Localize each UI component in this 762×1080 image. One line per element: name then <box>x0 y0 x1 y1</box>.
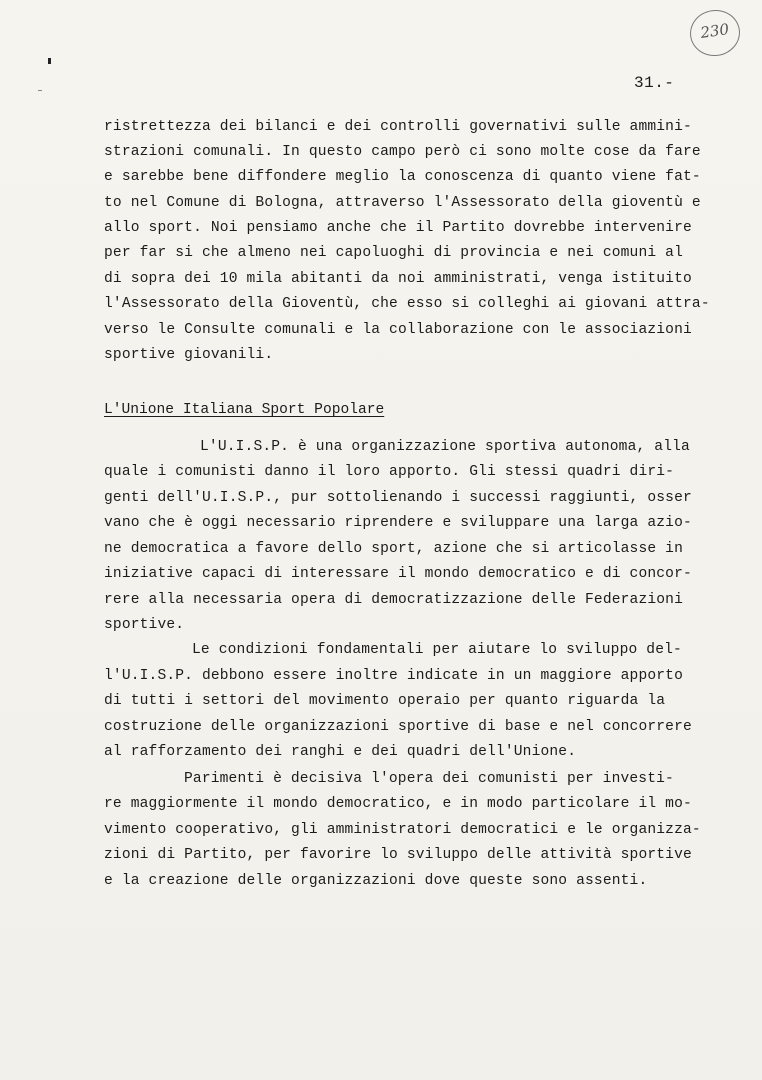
archive-stamp <box>687 7 743 60</box>
paragraph-line: sportive giovanili. <box>104 347 274 363</box>
paragraph-line: ne democratica a favore dello sport, azione che si articolasse in <box>104 541 683 557</box>
archive-stamp-number: 230 <box>699 20 731 42</box>
paragraph-line: quale i comunisti danno il loro apporto. Gli stessi quadri diri- <box>104 464 675 480</box>
paragraph-line: iniziative capaci di interessare il mondo democratico e di concor- <box>104 566 692 582</box>
paragraph-line: costruzione delle organizzazioni sportive di base e nel concorrere <box>104 719 692 735</box>
margin-dash <box>38 90 42 91</box>
section-heading: L'Unione Italiana Sport Popolare <box>104 402 385 418</box>
paragraph-line: zioni di Partito, per favorire lo sviluppo delle attività sportive <box>104 847 692 863</box>
paragraph-line: Le condizioni fondamentali per aiutare lo sviluppo del- <box>192 642 682 658</box>
paragraph-line: e sarebbe bene diffondere meglio la conoscenza di quanto viene fat- <box>104 169 701 185</box>
paragraph-line: rere alla necessaria opera di democratizzazione delle Federazioni <box>104 592 683 608</box>
paragraph-line: l'Assessorato della Gioventù, che esso si colleghi ai giovani attra- <box>104 296 710 312</box>
paragraph-line: strazioni comunali. In questo campo però ci sono molte cose da fare <box>104 144 701 160</box>
margin-mark <box>48 58 51 64</box>
paragraph-line: ristrettezza dei bilanci e dei controlli governativi sulle ammini- <box>104 119 692 135</box>
paragraph-line: vimento cooperativo, gli amministratori democratici e le organizza- <box>104 822 701 838</box>
paragraph-line: allo sport. Noi pensiamo anche che il Partito dovrebbe intervenire <box>104 220 692 236</box>
paragraph-line: di sopra dei 10 mila abitanti da noi amministrati, venga istituito <box>104 271 692 287</box>
paragraph-line: l'U.I.S.P. debbono essere inoltre indicate in un maggiore apporto <box>104 668 683 684</box>
paragraph-line: verso le Consulte comunali e la collaborazione con le associazioni <box>104 322 692 338</box>
paragraph-line: Parimenti è decisiva l'opera dei comunisti per investi- <box>184 771 674 787</box>
paragraph-line: e la creazione delle organizzazioni dove queste sono assenti. <box>104 873 648 889</box>
paragraph-line: di tutti i settori del movimento operaio per quanto riguarda la <box>104 693 666 709</box>
paragraph-line: sportive. <box>104 617 185 633</box>
paragraph-line: L'U.I.S.P. è una organizzazione sportiva autonoma, alla <box>200 439 690 455</box>
paragraph-line: genti dell'U.I.S.P., pur sottolienando i successi raggiunti, osser <box>104 490 692 506</box>
paragraph-line: vano che è oggi necessario riprendere e sviluppare una larga azio- <box>104 515 692 531</box>
paragraph-line: per far si che almeno nei capoluoghi di provincia e nei comuni al <box>104 245 683 261</box>
paragraph-line: al rafforzamento dei ranghi e dei quadri dell'Unione. <box>104 744 577 760</box>
paragraph-line: re maggiormente il mondo democratico, e in modo particolare il mo- <box>104 796 692 812</box>
paragraph-line: to nel Comune di Bologna, attraverso l'Assessorato della gioventù e <box>104 195 701 211</box>
page-number: 31.- <box>634 74 675 92</box>
